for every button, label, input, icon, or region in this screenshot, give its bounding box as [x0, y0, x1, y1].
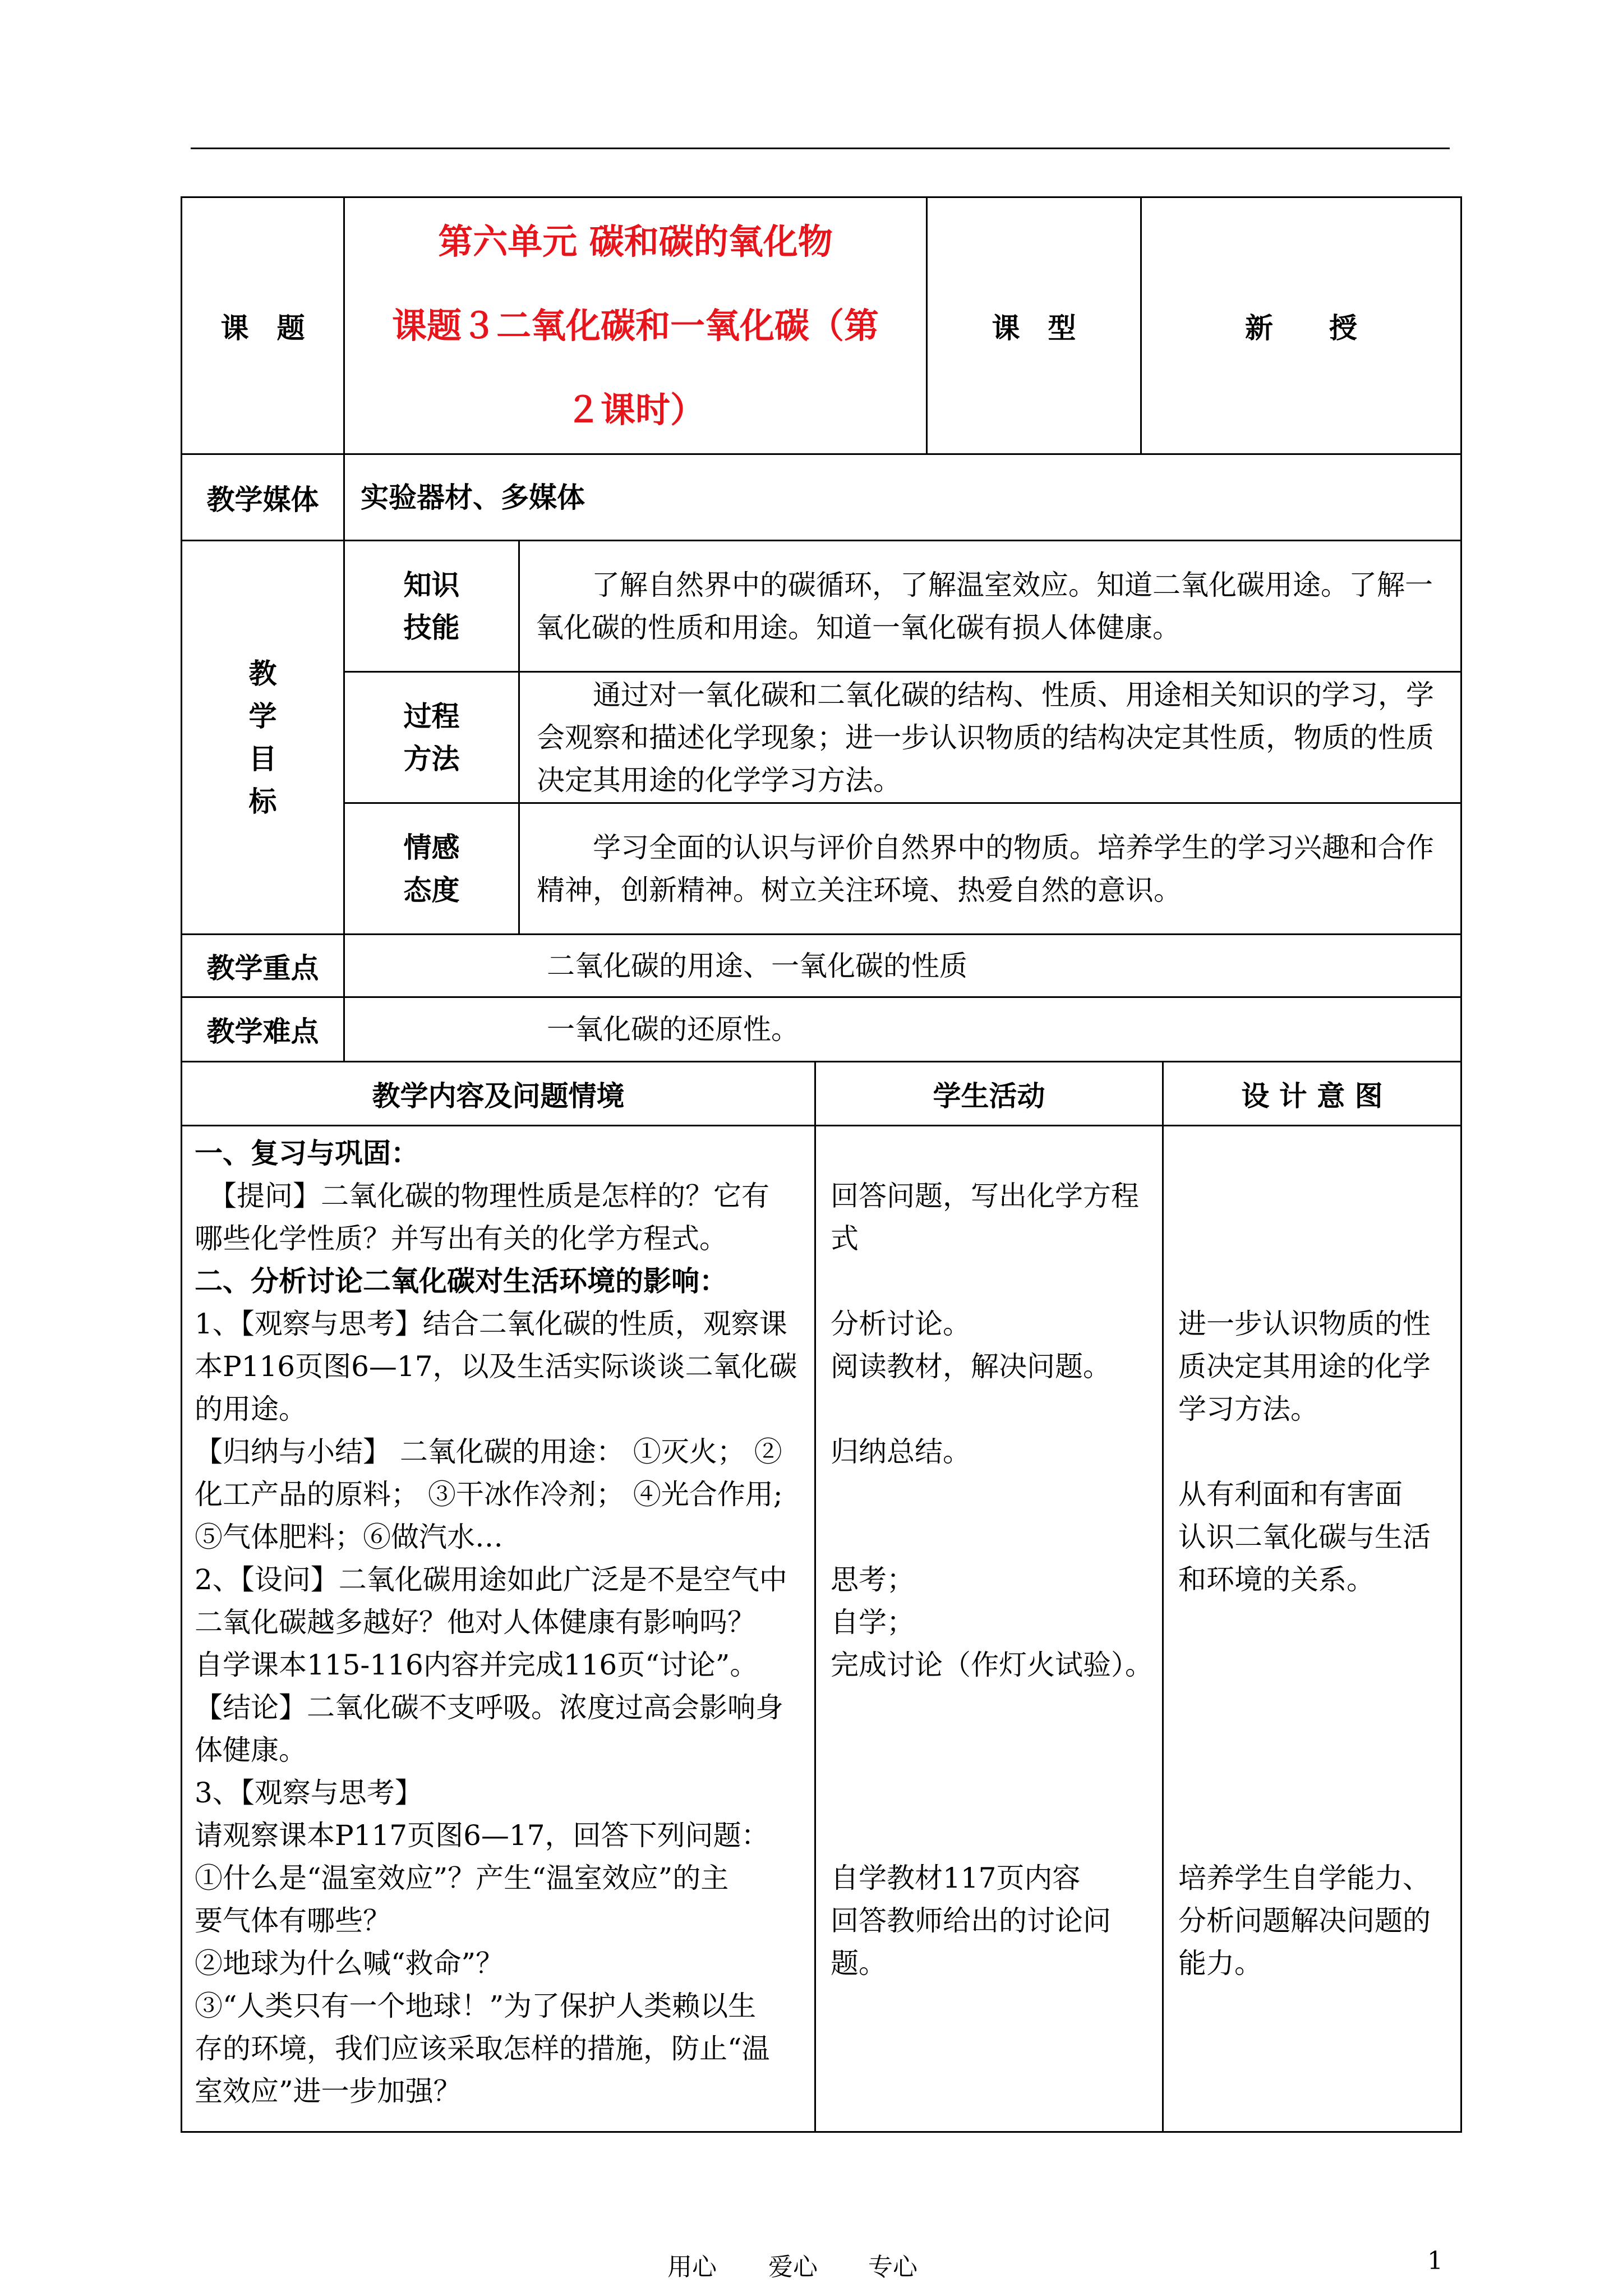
lesson-process-table [181, 1061, 1462, 2133]
key-point-label: 教学重点 [182, 935, 344, 997]
intent-line: 进一步认识物质的性 [1178, 1308, 1431, 1340]
type-value: 新 授 [1141, 197, 1461, 454]
activity-line: 回答问题，写出化学方程 [831, 1180, 1139, 1212]
topic-label: 课 题 [182, 197, 344, 454]
content-line: 【提问】二氧化碳的物理性质是怎样的？它有 [195, 1180, 769, 1212]
activity-line: 式 [831, 1222, 859, 1255]
content-line: 化工产品的原料； ③干冰作冷剂； ④光合作用; [195, 1478, 783, 1511]
content-line: ①什么是“温室效应”？产生“温室效应”的主 [195, 1862, 729, 1894]
content-line: 请观察课本P117页图6—17，回答下列问题： [195, 1819, 769, 1852]
media-label: 教学媒体 [182, 454, 344, 541]
header-rule [191, 148, 1450, 149]
activity-line: 归纳总结。 [831, 1435, 971, 1468]
activity-cell [815, 1126, 1163, 2132]
content-line: 自学课本115-116内容并完成116页“讨论”。 [195, 1649, 758, 1681]
type-label: 课 型 [927, 197, 1141, 454]
content-line: 存的环境，我们应该采取怎样的措施，防止“温 [195, 2032, 770, 2065]
activity-line: 思考； [831, 1563, 915, 1596]
content-line: 室效应”进一步加强？ [195, 2075, 462, 2108]
content-line: 1、【观察与思考】结合二氧化碳的性质，观察课 [195, 1308, 787, 1340]
intent-line: 学习方法。 [1178, 1393, 1318, 1425]
goal-process-text: 通过对一氧化碳和二氧化碳的结构、性质、用途相关知识的学习，学会观察和描述化学现象；进一步认识物质的结构决定其性质，物质的性质决定其用途的化学学习方法。 [519, 672, 1461, 803]
footer-motto-3: 专心 [868, 2253, 917, 2281]
intent-line: 和环境的关系。 [1178, 1563, 1375, 1596]
content-line: ③“人类只有一个地球！”为了保护人类赖以生 [195, 1990, 757, 2022]
content-line: ②地球为什么喊“救命”？ [195, 1947, 504, 1980]
content-line: 3、【观察与思考】 [195, 1777, 423, 1809]
intent-line: 能力。 [1178, 1947, 1262, 1980]
media-value: 实验器材、多媒体 [344, 454, 1461, 541]
activity-header: 学生活动 [815, 1062, 1163, 1126]
content-line: 体健康。 [195, 1734, 307, 1766]
content-line: 【结论】二氧化碳不支呼吸。浓度过高会影响身 [195, 1691, 783, 1724]
lesson-title-cell [344, 197, 927, 454]
content-line: ⑤气体肥料；⑥做汽水… [195, 1521, 503, 1553]
lesson-title-line3: ２课时） [566, 389, 706, 430]
footer-motto-2: 爱心 [768, 2253, 818, 2281]
activity-line: 自学； [831, 1606, 915, 1639]
content-line: 要气体有哪些？ [195, 1904, 391, 1937]
intent-header: 设 计 意 图 [1163, 1062, 1461, 1126]
difficulty-label: 教学难点 [182, 997, 344, 1062]
intent-line: 培养学生自学能力、 [1178, 1862, 1431, 1894]
lesson-title-line1: 第六单元 碳和碳的氧化物 [438, 220, 833, 262]
goals-label: 教 学 目 标 [182, 541, 344, 935]
goal-knowledge-text: 了解自然界中的碳循环，了解温室效应。知道二氧化碳用途。了解一氧化碳的性质和用途。知道一氧化碳有损人体健康。 [519, 541, 1461, 672]
activity-line: 回答教师给出的讨论问 [831, 1904, 1111, 1937]
page-number: 1 [1427, 2247, 1443, 2275]
key-point-value: 二氧化碳的用途、一氧化碳的性质 [344, 935, 1461, 997]
intent-line: 从有利面和有害面 [1178, 1478, 1403, 1511]
content-header: 教学内容及问题情境 [182, 1062, 815, 1126]
content-line: 一、复习与巩固： [195, 1137, 419, 1170]
content-line: 2、【设问】二氧化碳用途如此广泛是不是空气中 [195, 1563, 787, 1596]
goal-emotion-text: 学习全面的认识与评价自然界中的物质。培养学生的学习兴趣和合作精神，创新精神。树立关注环境、热爱自然的意识。 [519, 803, 1461, 935]
lesson-title-line2: 课题３二氧化碳和一氧化碳（第 [392, 305, 879, 346]
content-line: 【归纳与小结】 二氧化碳的用途： ①灭火； ② [195, 1435, 782, 1468]
activity-line: 题。 [831, 1947, 887, 1980]
content-line: 的用途。 [195, 1393, 307, 1425]
activity-line: 分析讨论。 [831, 1308, 971, 1340]
goal-process-label: 过程 方法 [344, 672, 519, 803]
content-line: 二、分析讨论二氧化碳对生活环境的影响： [195, 1264, 727, 1297]
goal-emotion-label: 情感 态度 [344, 803, 519, 935]
intent-cell [1163, 1126, 1461, 2132]
activity-line: 自学教材117页内容 [831, 1862, 1081, 1894]
footer-motto-1: 用心 [667, 2253, 717, 2281]
intent-line: 分析问题解决问题的 [1178, 1904, 1431, 1937]
goal-knowledge-label: 知识 技能 [344, 541, 519, 672]
activity-line: 完成讨论（作灯火试验）。 [831, 1649, 1153, 1681]
content-line: 本P116页图6—17，以及生活实际谈谈二氧化碳 [195, 1350, 797, 1383]
intent-line: 认识二氧化碳与生活 [1178, 1521, 1431, 1553]
activity-line: 阅读教材，解决问题。 [831, 1350, 1111, 1383]
intent-line: 质决定其用途的化学 [1178, 1350, 1431, 1383]
content-line: 哪些化学性质？并写出有关的化学方程式。 [195, 1222, 727, 1255]
difficulty-value: 一氧化碳的还原性。 [344, 997, 1461, 1062]
lesson-info-table [181, 196, 1462, 1062]
content-cell [182, 1126, 815, 2132]
content-line: 二氧化碳越多越好？他对人体健康有影响吗？ [195, 1606, 755, 1639]
